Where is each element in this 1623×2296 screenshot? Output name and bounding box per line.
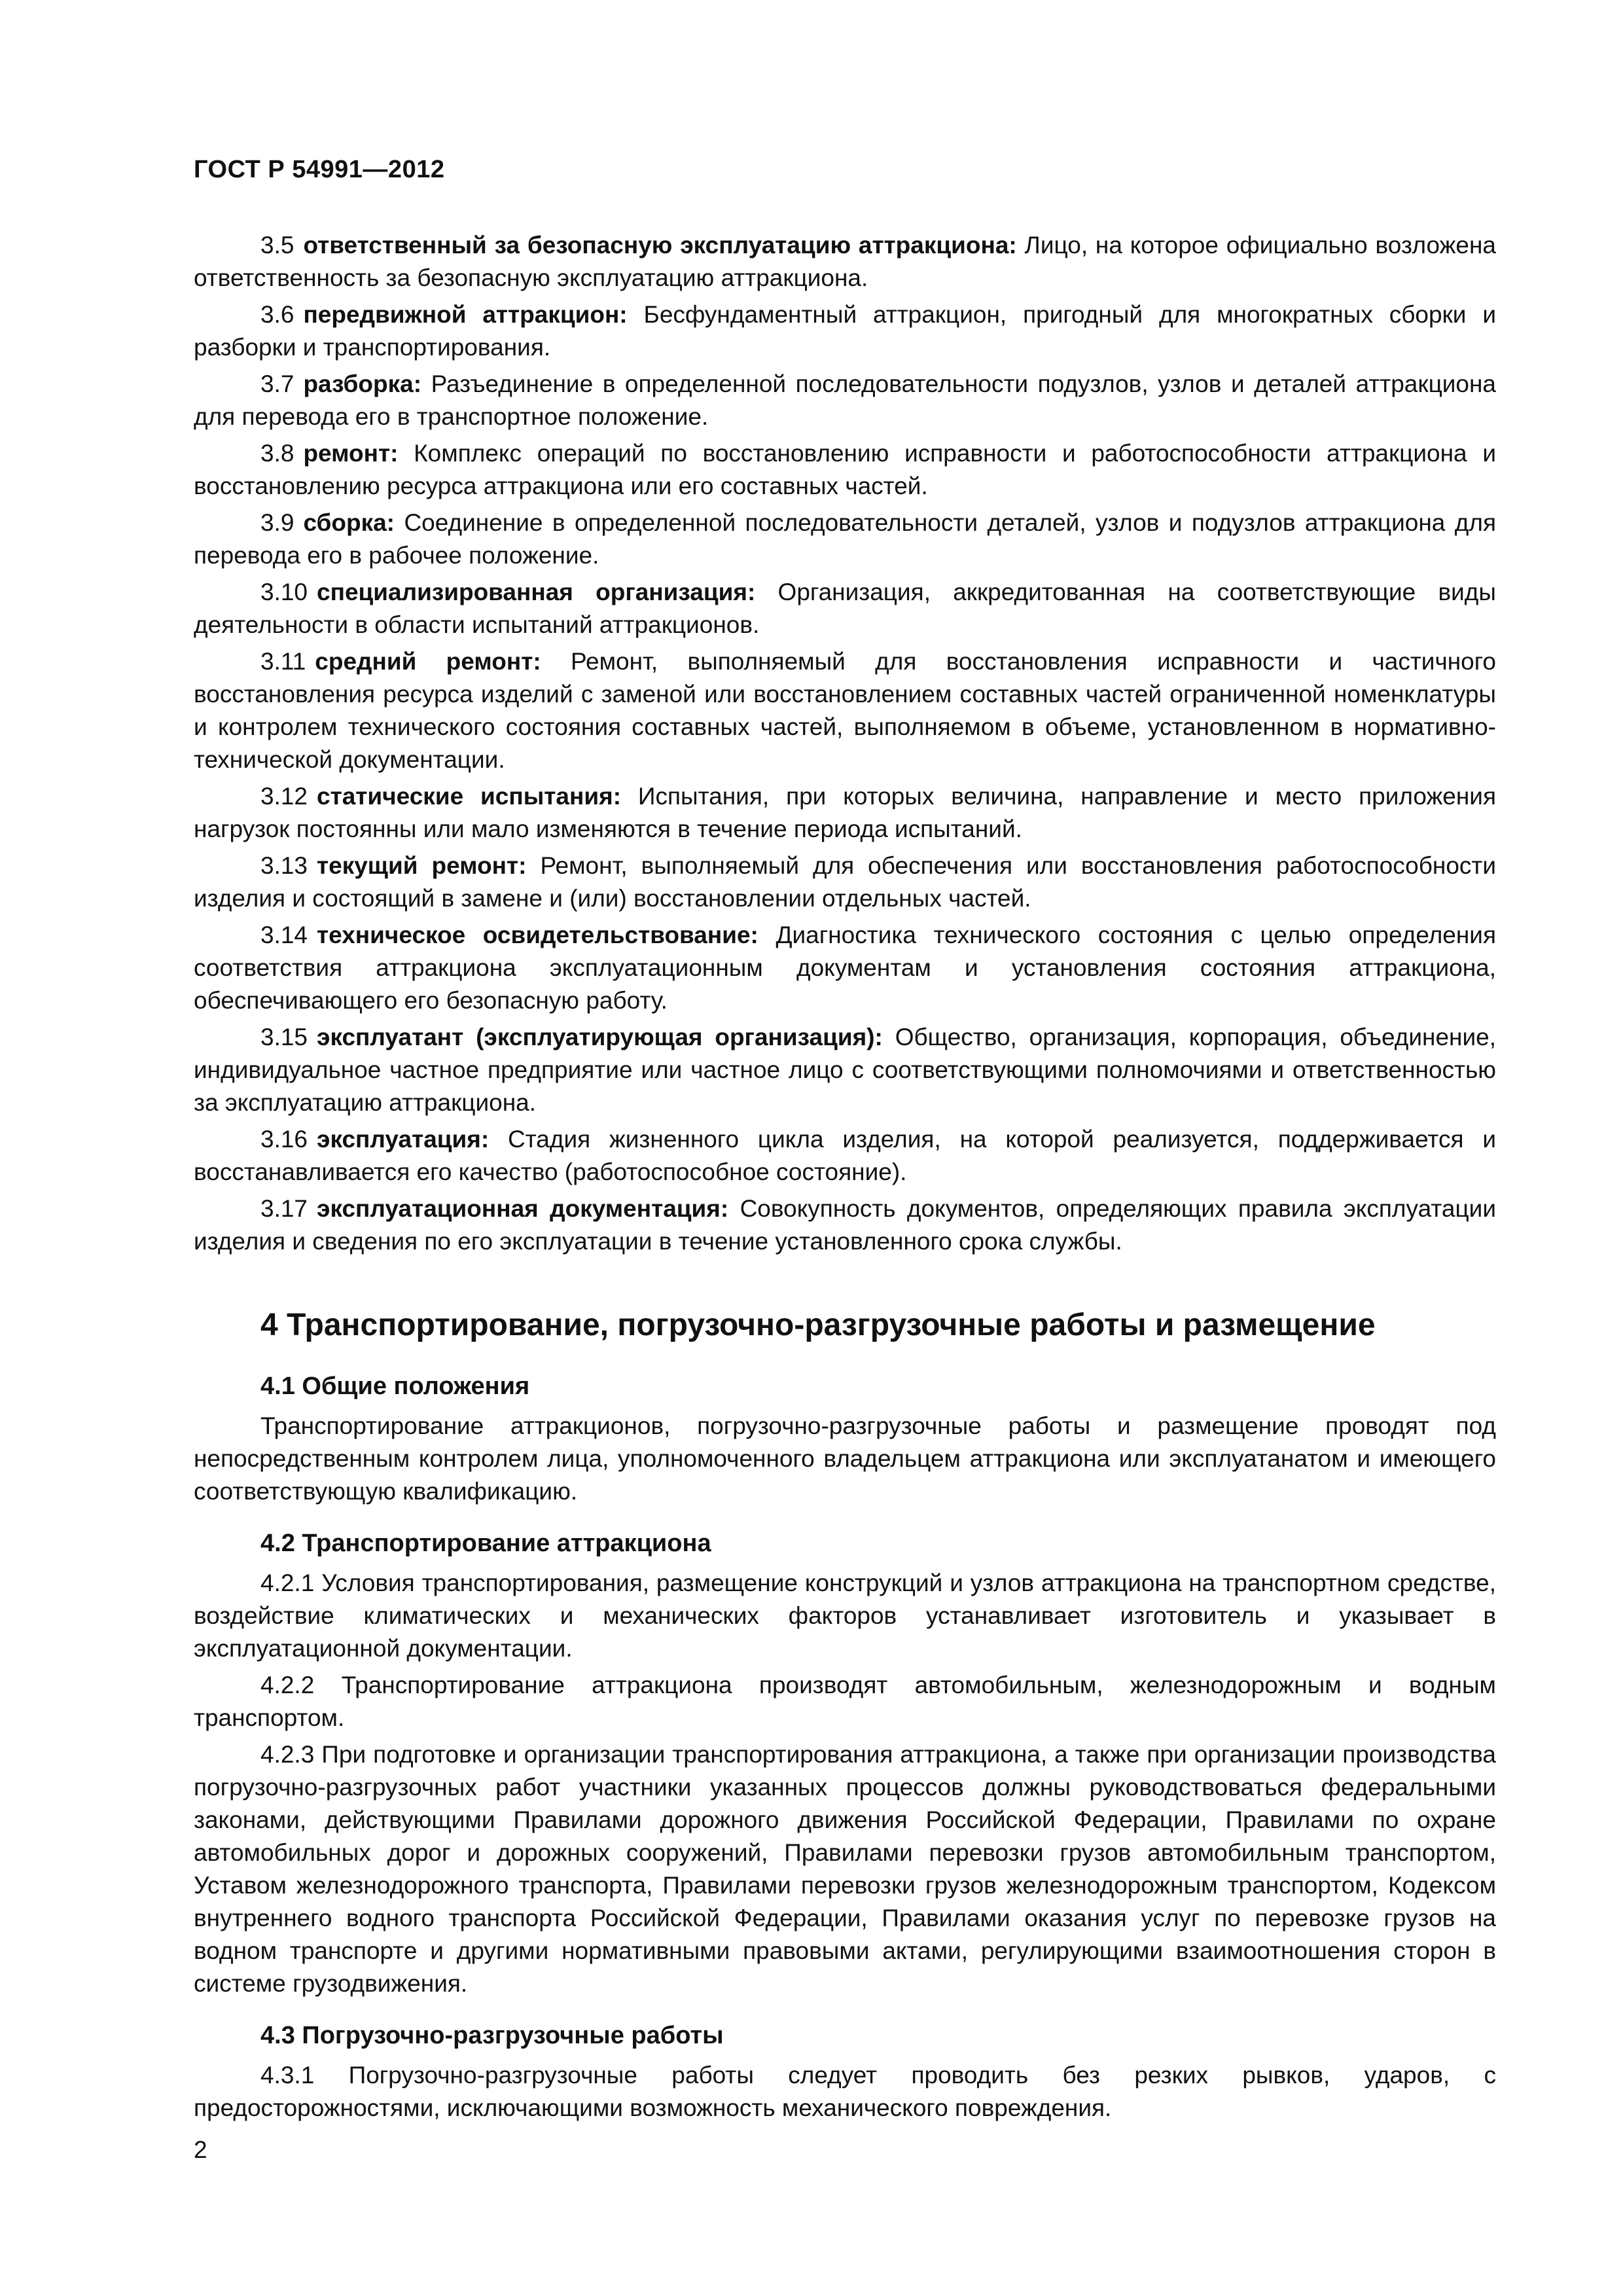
definition-3-11: 3.11 средний ремонт: Ремонт, выполняемый для восстановления исправности и частичного восстановления ресурса изделий с заменой или восстановлением составных частей ограниченной номенклатуры и контролем технического состояния составных частей, выполняемом в объеме, установленном в нормативно-технической документации. [194,648,1496,773]
definition-3-7: 3.7 разборка: Разъединение в определенной последовательности подузлов, узлов и деталей аттракциона для перевода его в транспортное положение. [194,370,1497,430]
definition-3-8: 3.8 ремонт: Комплекс операций по восстановлению исправности и работоспособности аттракциона и восстановлению ресурса аттракциона или его составных частей. [194,440,1496,499]
paragraph-4-2-2: 4.2.2 Транспортирование аттракциона производят автомобильным, железнодорожным и водным транспортом. [194,1672,1496,1731]
subsection-4-1-heading: 4.1 Общие положения [260,1372,530,1400]
definition-3-6: 3.6 передвижной аттракцион: Бесфундаментный аттракцион, пригодный для многократных сборки и разборки и транспортирования. [194,301,1496,361]
paragraph-4-2-1: 4.2.1 Условия транспортирования, размещение конструкций и узлов аттракциона на транспортном средстве, воздействие климатических и механических факторов устанавливает изготовитель и указывает в эксплуатационной документации. [194,1570,1496,1662]
definition-3-14: 3.14 техническое освидетельствование: Диагностика технического состояния с целью определения соответствия аттракциона эксплуатационным документам и установления состояния аттракциона, обеспечивающего его безопасную работу. [194,922,1497,1014]
definition-3-17: 3.17 эксплуатационная документация: Совокупность документов, определяющих правила эксплуатации изделия и сведения по его эксплуатации в течение установленного срока службы. [194,1195,1497,1255]
subsection-4-2-heading: 4.2 Транспортирование аттракциона [260,1530,711,1557]
section-4-heading: 4 Транспортирование, погрузочно-разгрузочные работы и размещение [260,1308,1376,1342]
definition-3-12: 3.12 статические испытания: Испытания, при которых величина, направление и место приложения нагрузок постоянны или мало изменяются в течение периода испытаний. [194,783,1497,842]
definition-3-9: 3.9 сборка: Соединение в определенной последовательности деталей, узлов и подузлов аттракциона для перевода его в рабочее положение. [194,509,1496,569]
document-header: ГОСТ Р 54991—2012 [194,156,445,183]
paragraph-4-3-1: 4.3.1 Погрузочно-разгрузочные работы следует проводить без резких рывков, ударов, с предосторожностями, исключающими возможность механического повреждения. [194,2062,1496,2121]
page-number: 2 [194,2136,207,2163]
definition-3-16: 3.16 эксплуатация: Стадия жизненного цикла изделия, на которой реализуется, поддерживается и восстанавливается его качество (работоспособное состояние). [194,1126,1496,1185]
subsection-4-3-heading: 4.3 Погрузочно-разгрузочные работы [260,2022,724,2049]
definition-3-10: 3.10 специализированная организация: Организация, аккредитованная на соответствующие виды деятельности в области испытаний аттракционов. [194,579,1496,638]
definition-3-5: 3.5 ответственный за безопасную эксплуатацию аттракциона: Лицо, на которое официально возложена ответственность за безопасную эксплуатацию аттракциона. [194,232,1497,291]
paragraph-4-1: Транспортирование аттракционов, погрузочно-разгрузочные работы и размещение проводят под непосредственным контролем лица, уполномоченного владельцем аттракциона или эксплуатанатом и имеющего соответствующую квалификацию. [194,1412,1496,1505]
paragraph-4-2-3: 4.2.3 При подготовке и организации транспортирования аттракциона, а также при организации производства погрузочно-разгрузочных работ участники указанных процессов должны руководствоваться федеральными законами, действующими Правилами дорожного движения Российской Федерации, Правилами по охране автомобильных дорог и дорожных сооружений, Правилами перевозки грузов автомобильным транспортом, Уставом железнодорожного транспорта, Правилами перевозки грузов железнодорожным транспортом, Кодексом внутреннего водного транспорта Российской Федерации, Правилами оказания услуг по перевозке грузов на водном транспорте и другими нормативными правовыми актами, регулирующими взаимоотношения сторон в системе грузодвижения. [194,1741,1496,1997]
definition-3-15: 3.15 эксплуатант (эксплуатирующая организация): Общество, организация, корпорация, объединение, индивидуальное частное предприятие или частное лицо с соответствующими полномочиями и ответственностью за эксплуатацию аттракциона. [194,1024,1496,1116]
definition-3-13: 3.13 текущий ремонт: Ремонт, выполняемый для обеспечения или восстановления работоспособности изделия и состоящий в замене и (или) восстановлении отдельных частей. [194,852,1497,912]
document-body [194,229,1496,2128]
